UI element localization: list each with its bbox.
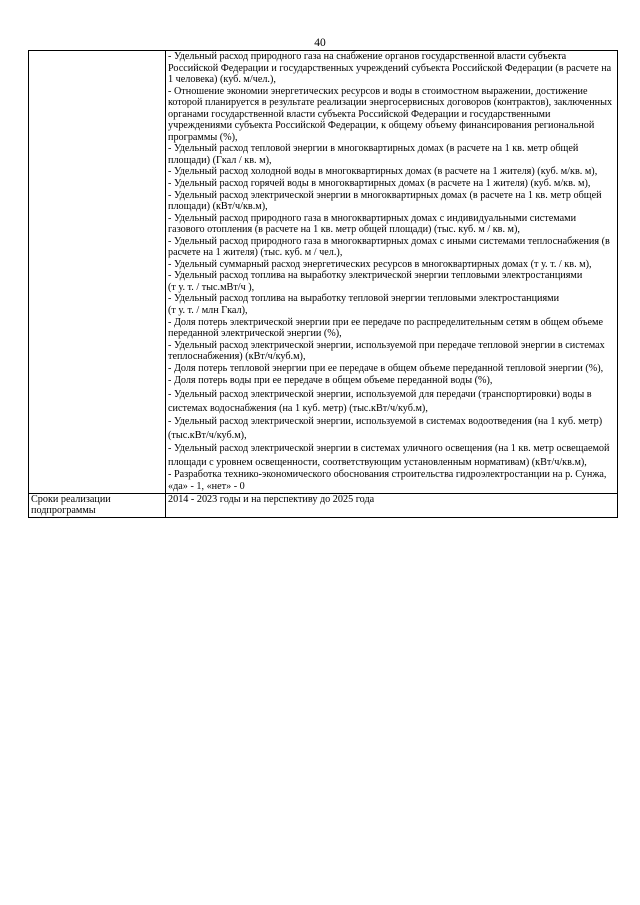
indicator-item: - Удельный расход электрической энергии, используемой для передачи (транспортировки) воды в системах водоснабжения (на 1 куб. метр) (тыс.кВт/ч/куб.м), xyxy=(168,388,592,414)
indicator-item: (т у. т. / млн Гкал), xyxy=(168,305,248,317)
indicator-item: - Доля потерь воды при ее передаче в общем объеме переданной воды (%), xyxy=(168,375,493,387)
indicator-item: (т у. т. / тыс.мВт/ч ), xyxy=(168,281,255,293)
page-number: 40 xyxy=(314,37,326,49)
indicator-item: - Удельный расход топлива на выработку тепловой энергии тепловыми электростанциями xyxy=(168,293,560,305)
indicators-row-label-cell xyxy=(29,51,166,494)
indicator-item: - Удельный суммарный расход энергетических ресурсов в многоквартирных домах (т у. т. / кв. м), xyxy=(168,258,592,270)
indicator-item: - Удельный расход электрической энергии в системах уличного освещения (на 1 кв. метр освещаемой площади с уровнем освещенности, соответствующим установленным нормативам) (кВт/ч/кв.м), xyxy=(168,443,610,468)
timeline-value: 2014 - 2023 годы и на перспективу до 2025 года xyxy=(166,493,618,517)
indicator-item: - Удельный расход природного газа на снабжение органов государственной власти субъекта Российской Федерации и государственных учреждений субъекта Российской Федерации (в расчете на 1 человека) (куб. м/чел.), xyxy=(168,51,612,86)
indicator-item: - Удельный расход электрической энергии, используемой при передаче тепловой энергии в системах теплоснабжения) (кВт/ч/куб.м), xyxy=(168,339,605,363)
program-passport-table xyxy=(28,50,618,518)
indicator-item: - Удельный расход холодной воды в многоквартирных домах (в расчете на 1 жителя) (куб. м/кв. м), xyxy=(168,166,598,178)
indicator-item: - Удельный расход природного газа в многоквартирных домах с индивидуальными системами газового отопления (в расчете на 1 кв. метр общей площади) (тыс. куб. м / кв. м), xyxy=(168,212,577,236)
indicator-item: - Удельный расход электрической энергии, используемой в системах водоотведения (на 1 куб. метр) (тыс.кВт/ч/куб.м), xyxy=(168,416,603,441)
indicator-item: - Удельный расход электрической энергии в многоквартирных домах (в расчете на 1 кв. метр общей площади) (кВт/ч/кв.м), xyxy=(168,189,602,213)
indicator-item: - Удельный расход тепловой энергии в многоквартирных домах (в расчете на 1 кв. метр общей площади) (Гкал / кв. м), xyxy=(168,143,579,166)
indicator-item: - Отношение экономии энергетических ресурсов и воды в стоимостном выражении, достижение которой планируется в результате реализации энергосервисных договоров (контрактов), заключенных органами государственной власти субъекта Российской Федерации и государственными учреждениями субъекта Российской Федерации, к общему объему финансирования региональной программы (%), xyxy=(168,85,613,143)
indicator-item: - Удельный расход горячей воды в многоквартирных домах (в расчете на 1 жителя) (куб. м/кв. м), xyxy=(168,178,591,190)
indicators-list xyxy=(166,51,618,494)
indicators-row xyxy=(29,51,618,494)
indicator-item: - Разработка технико-экономического обоснования строительства гидроэлектростанции на р. Сунжа, «да» - 1, «нет» - 0 xyxy=(168,469,607,493)
indicator-item: - Доля потерь электрической энергии при ее передаче по распределительным сетям в общем объеме переданной электрической энергии (%), xyxy=(168,316,603,340)
timeline-row xyxy=(29,493,618,517)
timeline-label: Сроки реализации подпрограммы xyxy=(29,493,166,517)
indicator-item: - Доля потерь тепловой энергии при ее передаче в общем объеме переданной тепловой энергии (%), xyxy=(168,362,604,374)
indicator-item: - Удельный расход природного газа в многоквартирных домах с иными системами теплоснабжения (в расчете на 1 жителя) (тыс. куб. м / чел.), xyxy=(168,235,610,259)
indicator-item: - Удельный расход топлива на выработку электрической энергии тепловыми электростанциями xyxy=(168,270,583,282)
